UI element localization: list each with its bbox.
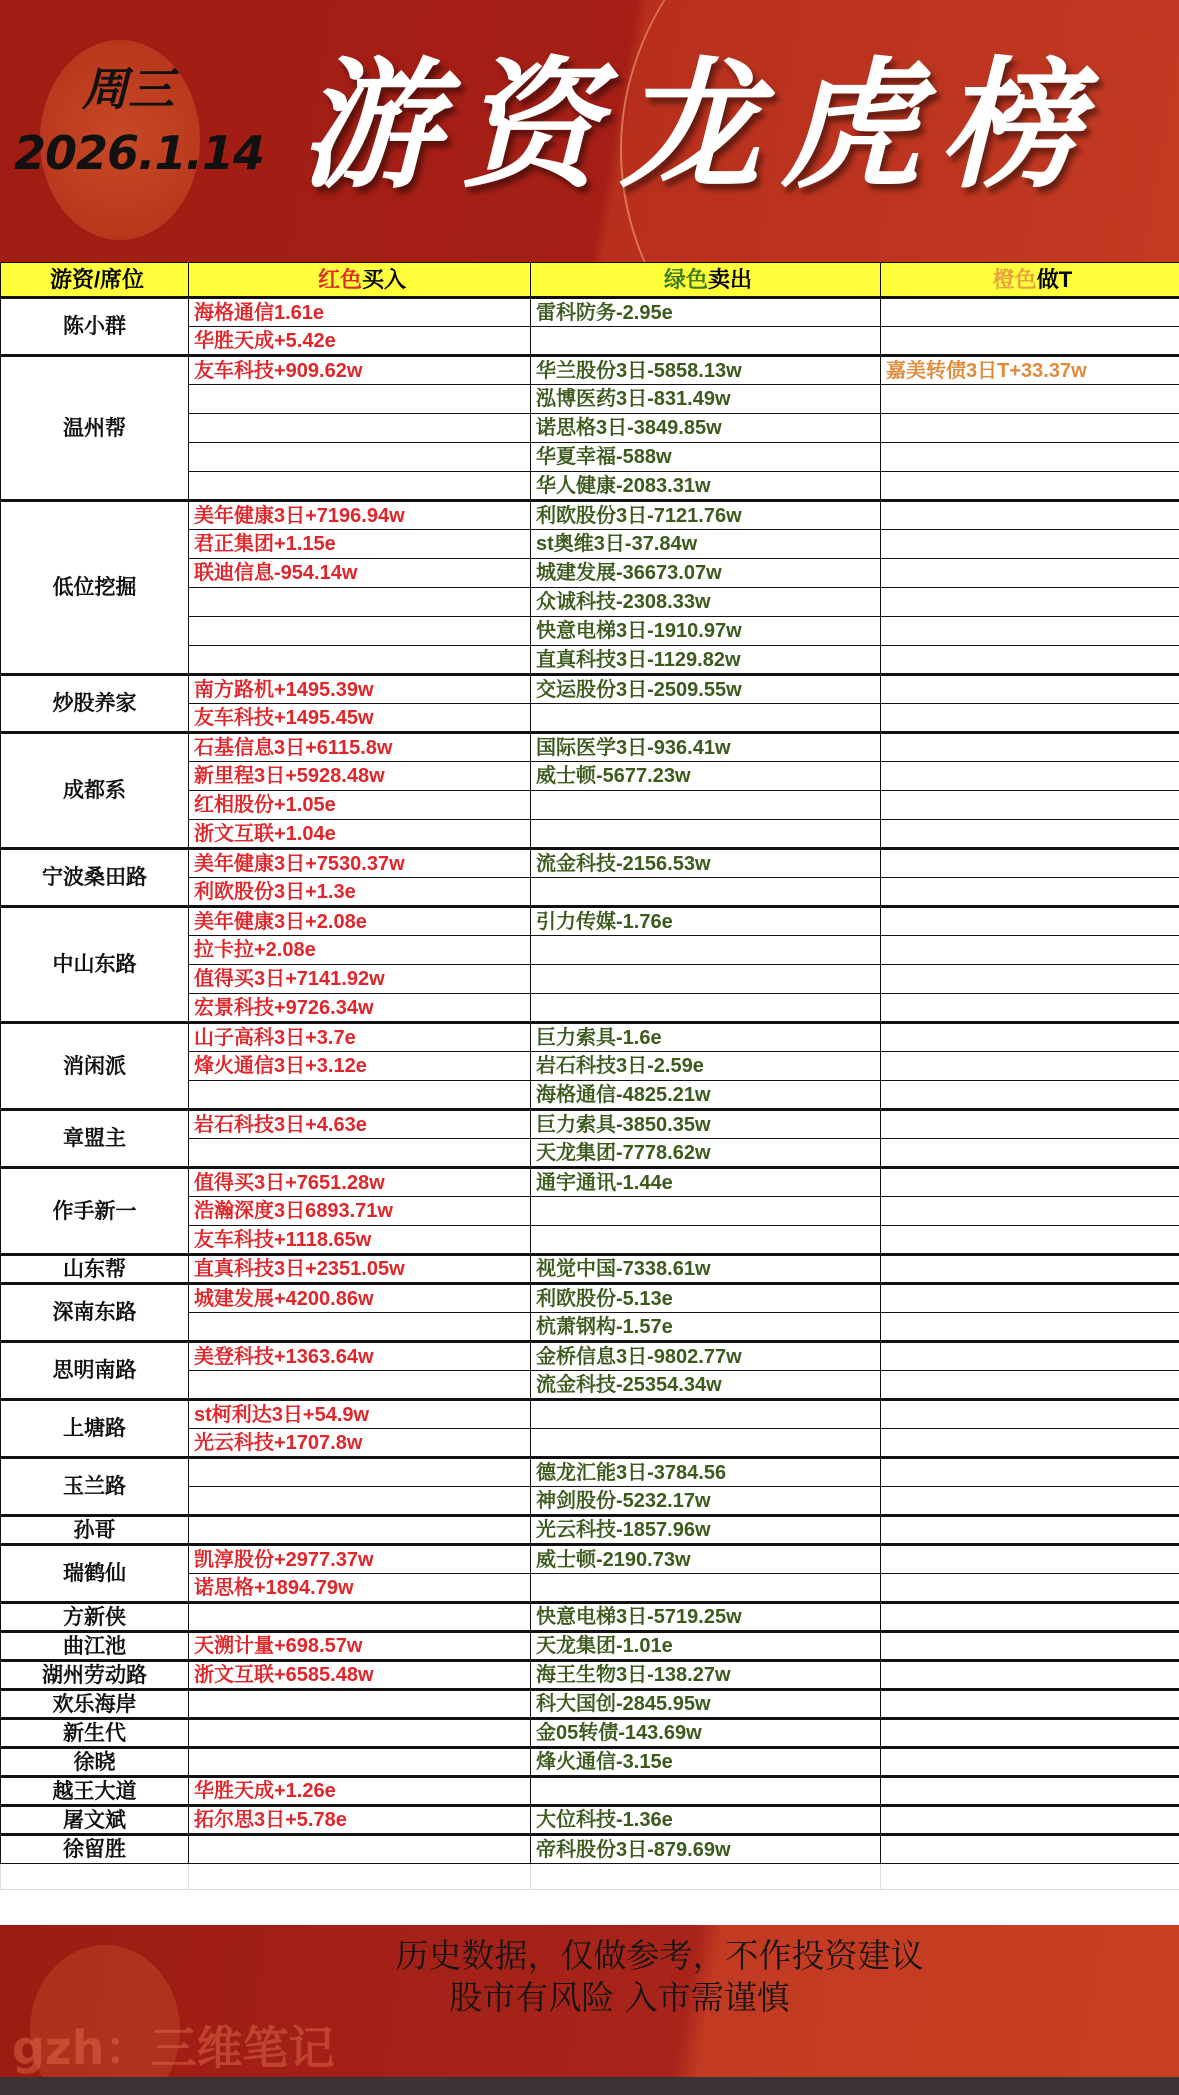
sell-cell: 德龙汇能3日-3784.56 [531,1458,881,1487]
table-row [1,907,1179,936]
t-cell [881,1777,1179,1806]
buy-cell: 拉卡拉+2.08e [189,936,531,965]
sell-cell: 海格通信-4825.21w [531,1081,881,1110]
sell-cell: 烽火通信-3.15e [531,1748,881,1777]
sell-cell: 巨力索具-3850.35w [531,1110,881,1139]
t-cell [881,1081,1179,1110]
buy-word: 买入 [362,266,407,292]
buy-cell: 海格通信1.61e [189,298,531,327]
t-cell [881,1168,1179,1197]
t-color-word: 橙色 [992,266,1037,292]
t-cell [881,1371,1179,1400]
empty-row [1,1864,1179,1890]
t-cell [881,414,1179,443]
seat-name: 陈小群 [1,298,189,356]
sell-cell: 杭萧钢构-1.57e [531,1313,881,1342]
t-cell [881,762,1179,791]
t-cell [881,1023,1179,1052]
table-row [1,1777,1179,1806]
sell-cell: 流金科技-2156.53w [531,849,881,878]
empty-cell [531,1864,881,1890]
table-row [1,1632,1179,1661]
buy-cell [189,1603,531,1632]
sell-cell: 华夏幸福-588w [531,443,881,472]
t-cell [881,733,1179,762]
seat-name: 方新侠 [1,1603,189,1632]
t-cell [881,1313,1179,1342]
t-cell [881,791,1179,820]
sell-cell: 天龙集团-1.01e [531,1632,881,1661]
t-cell [881,1197,1179,1226]
t-cell [881,617,1179,646]
t-cell [881,1110,1179,1139]
t-cell [881,443,1179,472]
sell-cell [531,994,881,1023]
buy-cell [189,1313,531,1342]
sell-cell: 利欧股份-5.13e [531,1284,881,1313]
t-cell [881,1139,1179,1168]
buy-cell [189,1516,531,1545]
sell-cell [531,1226,881,1255]
buy-cell: 诺思格+1894.79w [189,1574,531,1603]
watermark: gzh：三维笔记 [12,2021,335,2075]
seat-name: 低位挖掘 [1,501,189,675]
seat-name: 欢乐海岸 [1,1690,189,1719]
buy-cell: 宏景科技+9726.34w [189,994,531,1023]
seat-name: 新生代 [1,1719,189,1748]
sell-cell [531,1429,881,1458]
sell-cell: 通宇通讯-1.44e [531,1168,881,1197]
weekday-label: 周三 [82,62,174,116]
buy-cell [189,1748,531,1777]
t-cell [881,1574,1179,1603]
sell-cell: 众诚科技-2308.33w [531,588,881,617]
buy-cell: 城建发展+4200.86w [189,1284,531,1313]
buy-cell: 值得买3日+7651.28w [189,1168,531,1197]
sell-cell: 华人健康-2083.31w [531,472,881,501]
seat-name: 消闲派 [1,1023,189,1110]
disclaimer-line-1: 历史数据，仅做参考，不作投资建议 [395,1936,924,1975]
sell-cell: 直真科技3日-1129.82w [531,646,881,675]
buy-cell: 友车科技+1495.45w [189,704,531,733]
sell-cell: 天龙集团-7778.62w [531,1139,881,1168]
buy-cell: 山子高科3日+3.7e [189,1023,531,1052]
sell-cell: 光云科技-1857.96w [531,1516,881,1545]
t-cell [881,1690,1179,1719]
col-header-t [881,263,1179,298]
sell-cell [531,820,881,849]
table-row [1,849,1179,878]
seat-name: 瑞鹤仙 [1,1545,189,1603]
buy-cell [189,385,531,414]
seat-name: 玉兰路 [1,1458,189,1516]
sell-cell [531,1400,881,1429]
empty-cell [1,1864,189,1890]
sell-cell: 雷科防务-2.95e [531,298,881,327]
sell-cell: 金05转债-143.69w [531,1719,881,1748]
buy-cell: 岩石科技3日+4.63e [189,1110,531,1139]
buy-cell [189,588,531,617]
buy-cell: 烽火通信3日+3.12e [189,1052,531,1081]
table-row [1,1516,1179,1545]
sell-cell [531,791,881,820]
footer-banner [0,1925,1179,2077]
sell-cell [531,1574,881,1603]
sell-cell: 巨力索具-1.6e [531,1023,881,1052]
sell-cell [531,1197,881,1226]
seat-name: 温州帮 [1,356,189,501]
page-title: 游资龙虎榜 [300,44,1101,208]
buy-cell [189,1081,531,1110]
t-cell [881,1400,1179,1429]
sell-cell: 神剑股份-5232.17w [531,1487,881,1516]
seat-name: 上塘路 [1,1400,189,1458]
buy-cell: 友车科技+909.62w [189,356,531,385]
t-cell [881,1806,1179,1835]
sell-cell: 海王生物3日-138.27w [531,1661,881,1690]
buy-cell: 直真科技3日+2351.05w [189,1255,531,1284]
t-cell [881,298,1179,327]
sell-cell: 大位科技-1.36e [531,1806,881,1835]
seat-name: 曲江池 [1,1632,189,1661]
sell-cell: 岩石科技3日-2.59e [531,1052,881,1081]
sell-cell: 快意电梯3日-1910.97w [531,617,881,646]
disclaimer-line-2: 股市有风险 入市需谨慎 [449,1978,790,2017]
table-row [1,675,1179,704]
seat-name: 炒股养家 [1,675,189,733]
buy-cell: 南方路机+1495.39w [189,675,531,704]
t-cell [881,1255,1179,1284]
buy-cell: 友车科技+1118.65w [189,1226,531,1255]
sell-cell: 科大国创-2845.95w [531,1690,881,1719]
t-cell [881,501,1179,530]
sell-cell [531,327,881,356]
table-row [1,1458,1179,1487]
buy-cell [189,1458,531,1487]
table-row [1,1748,1179,1777]
t-cell [881,1719,1179,1748]
table-row [1,733,1179,762]
sell-cell: 诺思格3日-3849.85w [531,414,881,443]
t-cell [881,385,1179,414]
sell-cell: 快意电梯3日-5719.25w [531,1603,881,1632]
empty-cell [881,1864,1179,1890]
date-label: 2026.1.14 [14,126,264,180]
buy-cell: 光云科技+1707.8w [189,1429,531,1458]
table-row [1,356,1179,385]
t-cell [881,1516,1179,1545]
sell-cell: 金桥信息3日-9802.77w [531,1342,881,1371]
t-cell [881,559,1179,588]
t-cell [881,472,1179,501]
table-row [1,1545,1179,1574]
t-cell [881,1284,1179,1313]
t-cell: 嘉美转债3日T+33.37w [881,356,1179,385]
sell-cell: 视觉中国-7338.61w [531,1255,881,1284]
buy-cell: 石基信息3日+6115.8w [189,733,531,762]
t-cell [881,530,1179,559]
buy-cell: 君正集团+1.15e [189,530,531,559]
t-cell [881,1226,1179,1255]
t-cell [881,820,1179,849]
buy-cell [189,1719,531,1748]
t-cell [881,1603,1179,1632]
sell-cell: 华兰股份3日-5858.13w [531,356,881,385]
seat-name: 屠文斌 [1,1806,189,1835]
buy-cell [189,617,531,646]
buy-cell: 浙文互联+1.04e [189,820,531,849]
table-row [1,298,1179,327]
table-row [1,1400,1179,1429]
table-row [1,501,1179,530]
buy-cell: 红相股份+1.05e [189,791,531,820]
title-banner [0,0,1179,262]
sell-word: 卖出 [708,266,753,292]
sell-cell: 泓博医药3日-831.49w [531,385,881,414]
sell-cell [531,878,881,907]
buy-color-word: 红色 [317,266,362,292]
seat-name: 湖州劳动路 [1,1661,189,1690]
buy-cell: 美年健康3日+7196.94w [189,501,531,530]
dragon-tiger-table [0,262,1179,1890]
seat-name: 山东帮 [1,1255,189,1284]
buy-cell: 华胜天成+1.26e [189,1777,531,1806]
t-cell [881,1342,1179,1371]
buy-cell [189,1139,531,1168]
buy-cell: 新里程3日+5928.48w [189,762,531,791]
t-cell [881,646,1179,675]
t-cell [881,1429,1179,1458]
bottom-bar [0,2077,1179,2095]
t-cell [881,849,1179,878]
buy-cell: 拓尔思3日+5.78e [189,1806,531,1835]
t-cell [881,704,1179,733]
t-cell [881,936,1179,965]
buy-cell: 利欧股份3日+1.3e [189,878,531,907]
seat-name: 徐留胜 [1,1835,189,1864]
t-cell [881,1052,1179,1081]
buy-cell: st柯利达3日+54.9w [189,1400,531,1429]
t-cell [881,327,1179,356]
table-row [1,1110,1179,1139]
buy-cell: 美年健康3日+2.08e [189,907,531,936]
t-cell [881,1748,1179,1777]
seat-name: 越王大道 [1,1777,189,1806]
buy-cell [189,1835,531,1864]
t-cell [881,878,1179,907]
sell-cell [531,936,881,965]
t-cell [881,1545,1179,1574]
seat-name: 徐晓 [1,1748,189,1777]
seat-name: 章盟主 [1,1110,189,1168]
buy-cell [189,1487,531,1516]
sell-cell: 城建发展-36673.07w [531,559,881,588]
sell-cell: 交运股份3日-2509.55w [531,675,881,704]
empty-cell [189,1864,531,1890]
col-header-seat: 游资/席位 [1,263,189,298]
sell-cell [531,965,881,994]
table-row [1,1255,1179,1284]
sell-cell: 威士顿-2190.73w [531,1545,881,1574]
table-row [1,1284,1179,1313]
buy-cell: 浩瀚深度3日6893.71w [189,1197,531,1226]
table-row [1,1835,1179,1864]
t-cell [881,965,1179,994]
t-cell [881,1458,1179,1487]
seat-name: 孙哥 [1,1516,189,1545]
seat-name: 思明南路 [1,1342,189,1400]
buy-cell: 凯淳股份+2977.37w [189,1545,531,1574]
table-row [1,1168,1179,1197]
buy-cell: 联迪信息-954.14w [189,559,531,588]
seat-name: 深南东路 [1,1284,189,1342]
t-cell [881,1835,1179,1864]
table-row [1,1342,1179,1371]
table-row [1,1719,1179,1748]
buy-cell [189,443,531,472]
sell-cell: 引力传媒-1.76e [531,907,881,936]
buy-cell: 值得买3日+7141.92w [189,965,531,994]
seat-name: 宁波桑田路 [1,849,189,907]
table-row [1,1603,1179,1632]
buy-cell [189,646,531,675]
t-cell [881,588,1179,617]
buy-cell [189,472,531,501]
t-cell [881,907,1179,936]
table-row [1,1806,1179,1835]
t-word: 做T [1036,266,1073,292]
sell-cell [531,704,881,733]
seat-name: 中山东路 [1,907,189,1023]
t-cell [881,1632,1179,1661]
sell-cell: 帝科股份3日-879.69w [531,1835,881,1864]
buy-cell [189,1371,531,1400]
buy-cell: 美年健康3日+7530.37w [189,849,531,878]
seat-name: 成都系 [1,733,189,849]
buy-cell [189,1690,531,1719]
buy-cell: 华胜天成+5.42e [189,327,531,356]
sell-cell: 威士顿-5677.23w [531,762,881,791]
buy-cell: 美登科技+1363.64w [189,1342,531,1371]
col-header-buy [189,263,531,298]
table-row [1,1690,1179,1719]
sell-color-word: 绿色 [663,266,708,292]
sell-cell: 流金科技-25354.34w [531,1371,881,1400]
t-cell [881,675,1179,704]
table-row [1,1023,1179,1052]
table-header-row [1,263,1179,298]
col-header-sell [531,263,881,298]
sell-cell [531,1777,881,1806]
sell-cell: 国际医学3日-936.41w [531,733,881,762]
t-cell [881,1661,1179,1690]
buy-cell: 天溯计量+698.57w [189,1632,531,1661]
t-cell [881,994,1179,1023]
buy-cell [189,414,531,443]
table-body [1,298,1179,1890]
buy-cell: 浙文互联+6585.48w [189,1661,531,1690]
t-cell [881,1487,1179,1516]
sell-cell: 利欧股份3日-7121.76w [531,501,881,530]
sell-cell: st奥维3日-37.84w [531,530,881,559]
seat-name: 作手新一 [1,1168,189,1255]
table-row [1,1661,1179,1690]
